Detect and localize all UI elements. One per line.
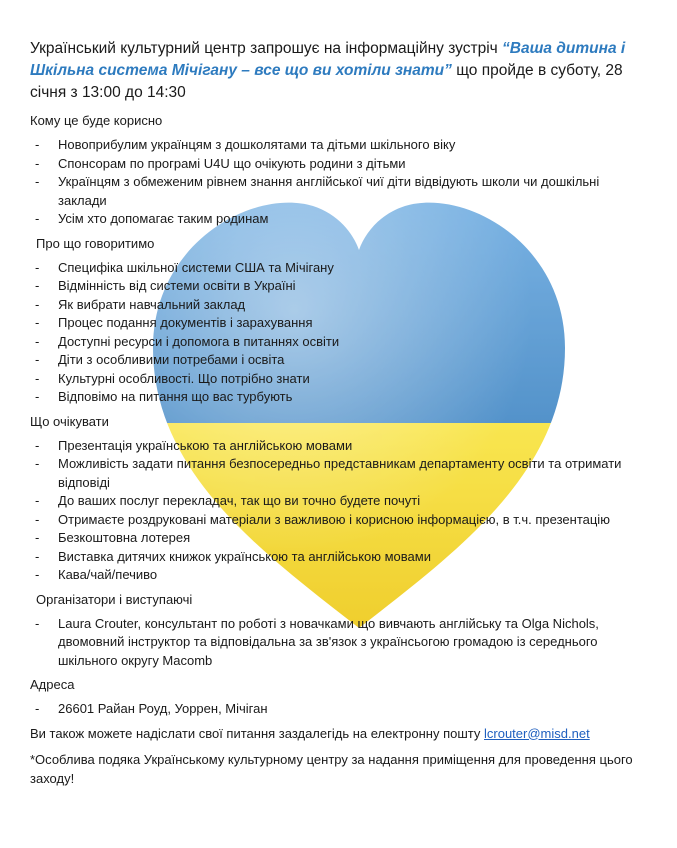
list-item: - Усім хто допомагає таким родинам [30, 210, 650, 229]
list-item: - Відмінність від системи освіти в Україні [30, 277, 650, 296]
audience-list [30, 136, 650, 229]
list-item: - Кава/чай/печиво [30, 566, 650, 585]
list-item: - Культурні особливості. Що потрібно знати [30, 370, 650, 389]
topics-list [30, 259, 650, 407]
email-text: Ви також можете надіслати свої питання заздалегідь на електронну пошту [30, 725, 484, 741]
list-item: - Діти з особливими потребами і освіта [30, 351, 650, 370]
list-item: - Спонсорам по програмі U4U що очікують родини з дітьми [30, 155, 650, 174]
list-item: - Новоприбулим українцям з дошколятами та дітьми шкільного віку [30, 136, 650, 155]
organizers-list [30, 615, 650, 671]
list-item: - Laura Crouter, консультант по роботі з новачками що вивчають англійську та Olga Nichols, двомовний інструктор та відповідальна за зв'язок з українсьогою громадою із середнього шкільного округу Macomb [30, 615, 650, 671]
intro-paragraph [30, 38, 650, 104]
address-list [30, 700, 650, 719]
thanks-note: *Особлива подяка Українському культурному центру за надання приміщення для проведення цього заходу! [30, 752, 633, 786]
list-item: - Виставка дитячих книжок українською та англійською мовами [30, 548, 650, 567]
list-item: - Українцям з обмеженим рівнем знання англійської чиї діти відвідують школи чи дошкільні заклади [30, 173, 650, 210]
intro-date: що пройде в суботу, 28 січня з 13:00 до 14:30 [30, 62, 623, 101]
list-item: - До ваших послуг перекладач, так що ви точно будете почуті [30, 492, 650, 511]
list-item: - Можливість задати питання безпосередньо представникам департаменту освіти та отримати відповіді [30, 455, 650, 492]
intro-text: Український культурний центр запрошує на інформаційну зустріч [30, 40, 503, 57]
event-title: “Ваша дитина і Шкільна система Мічігану – все що ви хотіли знати” [30, 40, 626, 79]
section-title-organizers: Організатори і виступаючі [36, 591, 193, 607]
list-item: - 26601 Райан Роуд, Уоррен, Мічіган [30, 700, 650, 719]
list-item: - Специфіка шкільної системи США та Мічігану [30, 259, 650, 278]
list-item: - Доступні ресурси і допомога в питаннях освіти [30, 333, 650, 352]
list-item: - Як вибрати навчальний заклад [30, 296, 650, 315]
list-item: - Презентація українською та англійською мовами [30, 437, 650, 456]
section-title-audience: Кому це буде корисно [30, 113, 163, 128]
email-link[interactable]: lcrouter@misd.net [484, 725, 590, 741]
list-item: - Отримаєте роздруковані матеріали з важливою і корисною інформацією, в т.ч. презентацію [30, 511, 650, 530]
list-item: - Відповімо на питання що вас турбують [30, 388, 650, 407]
expect-list [30, 437, 650, 585]
section-title-topics: Про що говоритимо [36, 235, 155, 251]
list-item: - Безкоштовна лотерея [30, 529, 650, 548]
section-title-expect: Що очікувати [30, 413, 109, 429]
email-paragraph [30, 725, 650, 744]
list-item: - Процес подання документів і зарахування [30, 314, 650, 333]
section-title-address: Адреса [30, 677, 75, 692]
flyer [30, 38, 650, 796]
